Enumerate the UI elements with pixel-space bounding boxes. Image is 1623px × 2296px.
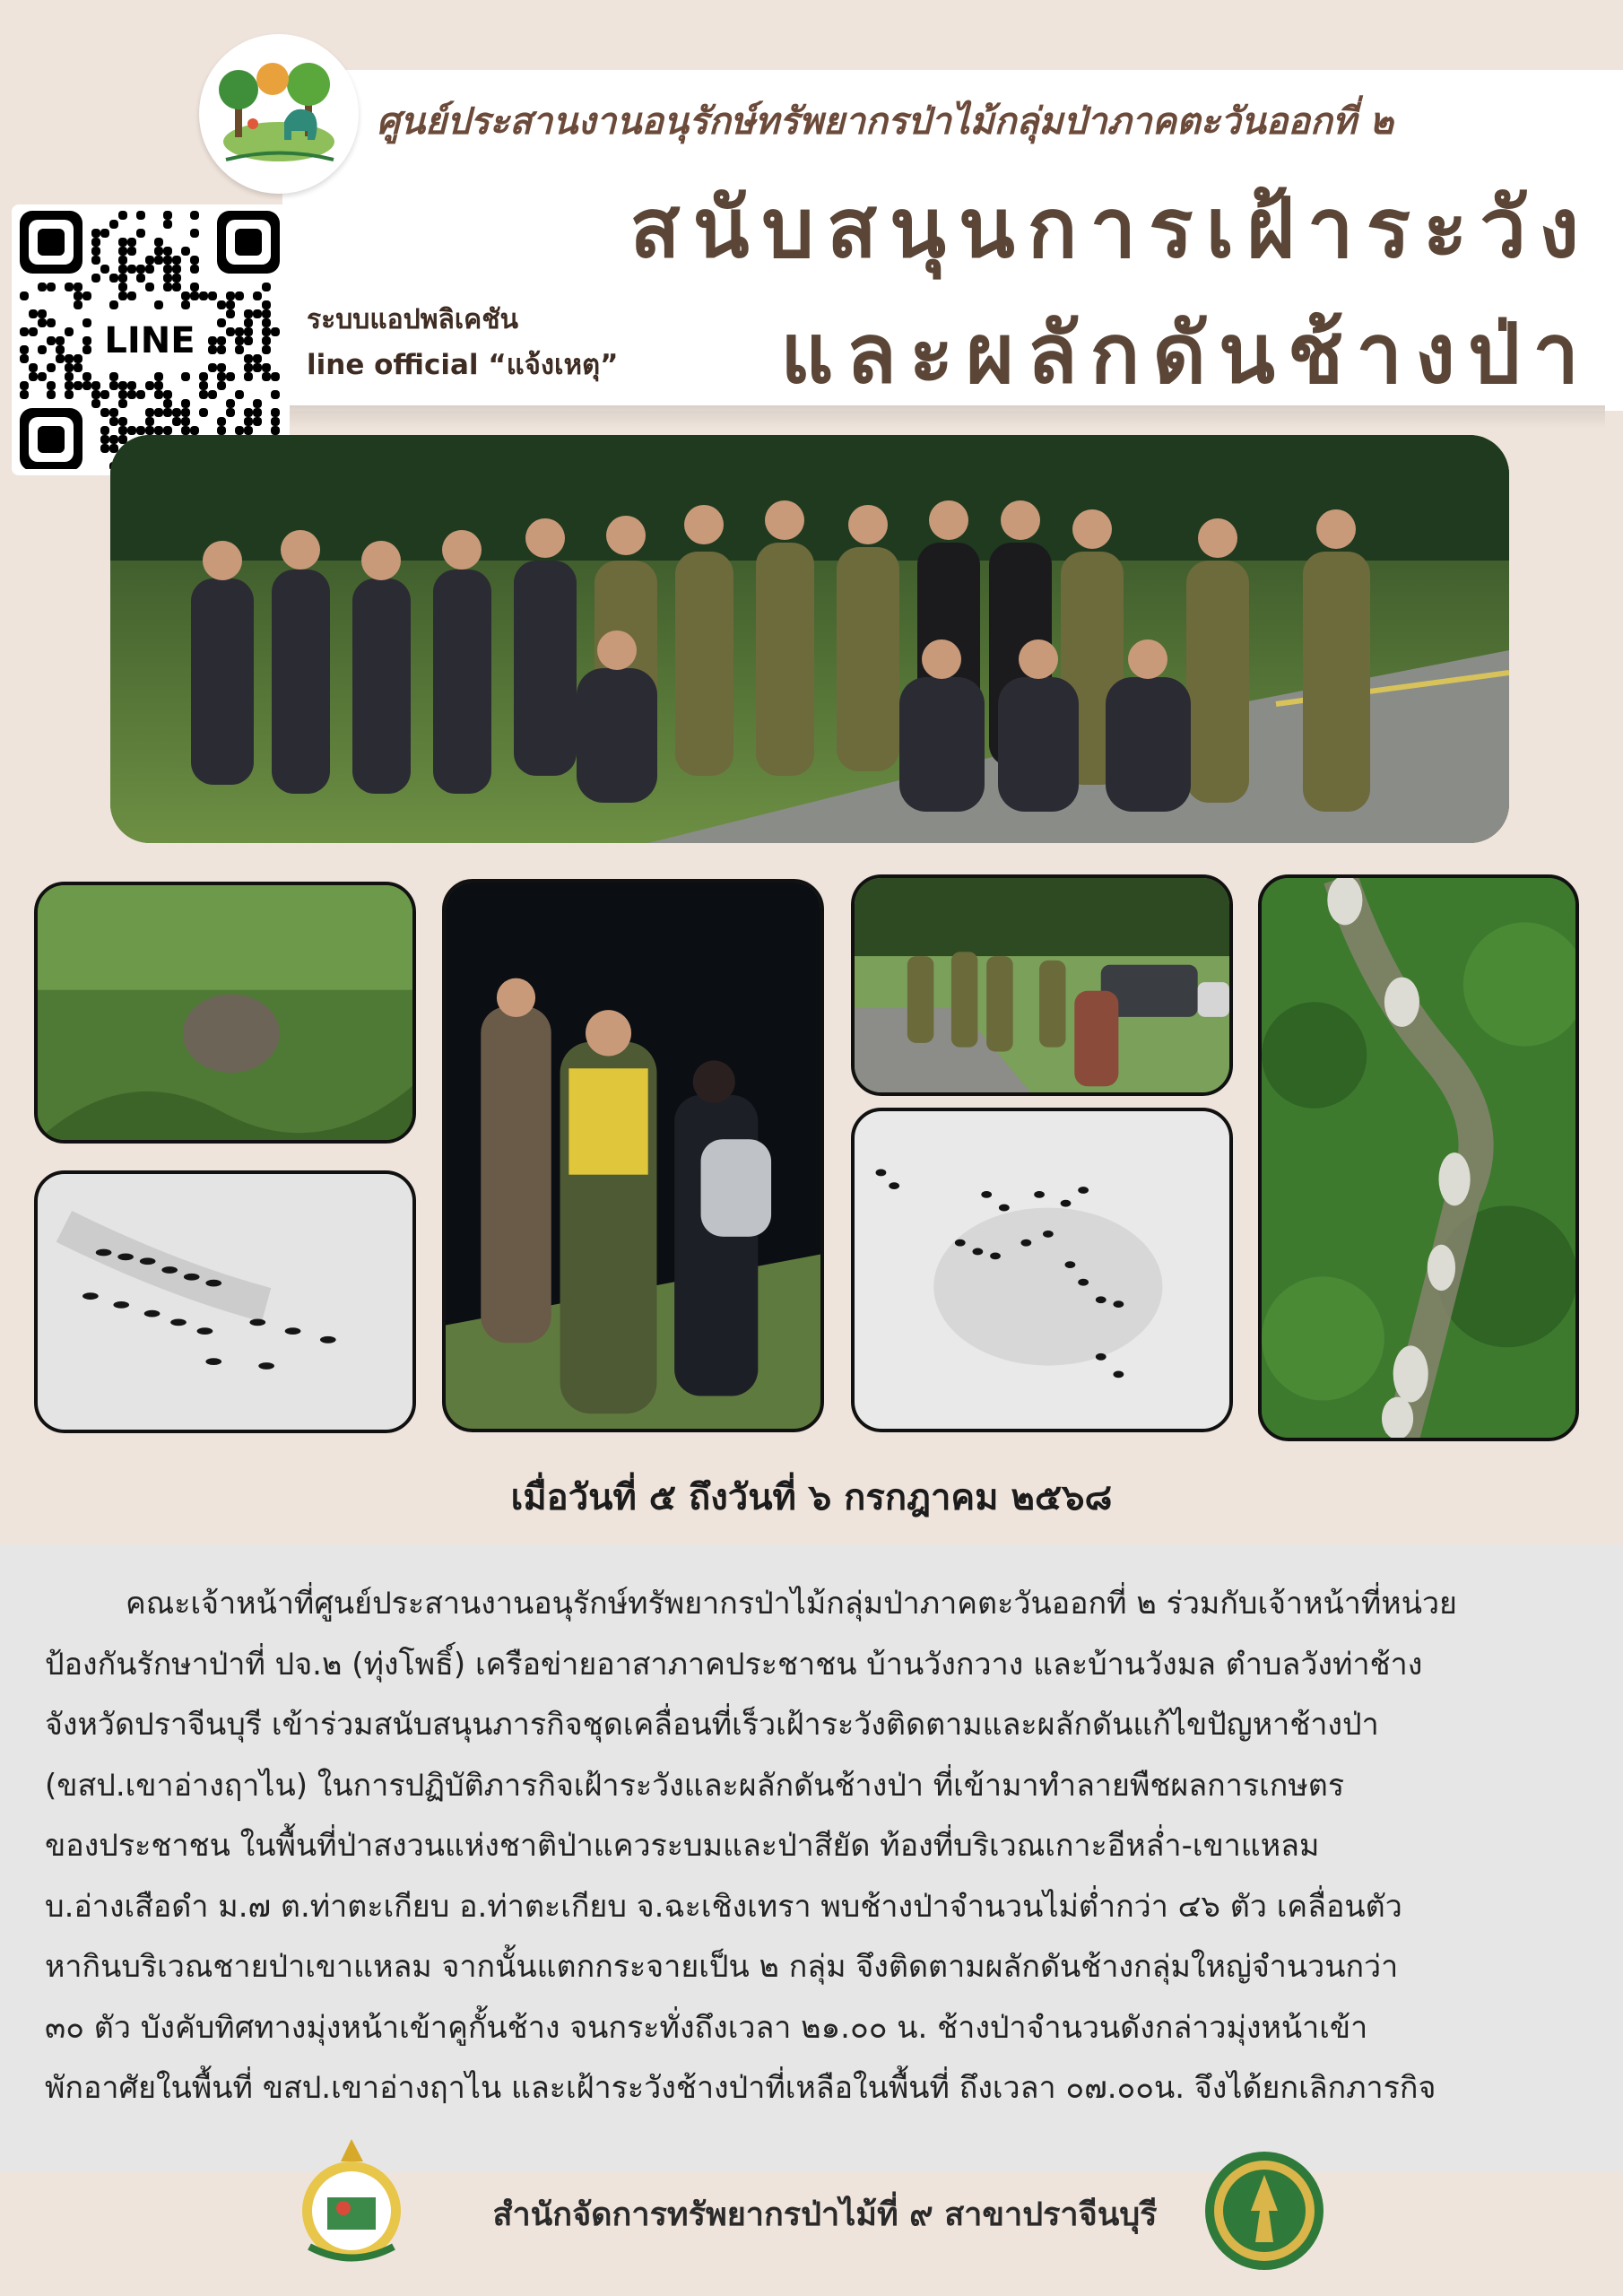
line-qr-code-icon[interactable] (20, 211, 280, 469)
app-label (307, 298, 629, 396)
body-line: ของประชาชน ในพื้นที่ป่าสงวนแห่งชาติป่าแควระบมและป่าสียัด ท้องที่บริเวณเกาะอีหล่ำ-เขาแหลม (45, 1828, 1320, 1864)
qr-line-label: LINE (104, 320, 195, 361)
team-vehicles-photo (851, 874, 1233, 1096)
thermal-drone-photo-2 (851, 1108, 1233, 1432)
body-line: จังหวัดปราจีนบุรี เข้าร่วมสนับสนุนภารกิจชุดเคลื่อนที่เร็วเฝ้าระวังติดตามและผลักดันแก้ไขปัญหาช้างป่า (45, 1707, 1379, 1743)
event-date: เมื่อวันที่ ๕ ถึงวันที่ ๖ กรกฎาคม ๒๕๖๘ (510, 1477, 1113, 1518)
center-logo-icon (199, 34, 359, 194)
body-paragraph (45, 1574, 1601, 2148)
body-line: คณะเจ้าหน้าที่ศูนย์ประสานงานอนุรักษ์ทรัพยากรป่าไม้กลุ่มป่าภาคตะวันออกที่ ๒ ร่วมกับเจ้าหน้าที่หน่วย (126, 1586, 1457, 1622)
team-group-photo (110, 435, 1509, 843)
header-shadow (224, 405, 1605, 429)
body-line: หากินบริเวณชายป่าเขาแหลม จากนั้นแตกกระจายเป็น ๒ กลุ่ม จึงติดตามผลักดันช้างกลุ่มใหญ่จำนวนกว่า (45, 1949, 1399, 1985)
app-label-line-1: ระบบแอปพลิเคชัน (307, 304, 519, 335)
thermal-drone-photo-1 (34, 1170, 416, 1433)
body-line: บ.อ่างเสือดำ ม.๗ ต.ท่าตะเกียบ อ.ท่าตะเกียบ จ.ฉะเชิงเทรา พบช้างป่าจำนวนไม่ต่ำกว่า ๔๖ ตัว เคลื่อนตัว (45, 1888, 1402, 1925)
body-line: (ขสป.เขาอ่างฤาไน) ในการปฏิบัติภารกิจเฝ้าระวังและผลักดันช้างป่า ที่เข้ามาทำลายพืชผลการเกษตร (45, 1767, 1345, 1804)
elephant-in-forest-photo (34, 882, 416, 1144)
body-line: ๓๐ ตัว บังคับทิศทางมุ่งหน้าเข้าคูกั้นช้าง จนกระทั่งถึงเวลา ๒๑.๐๐ น. ช้างป่าจำนวนดังกล่าวมุ่งหน้าเข้า (45, 2009, 1368, 2046)
body-line: พักอาศัยในพื้นที่ ขสป.เขาอ่างฤาไน และเฝ้าระวังช้างป่าที่เหลือในพื้นที่ ถึงเวลา ๐๗.๐๐น. จึงได้ยกเลิกภารกิจ (45, 2070, 1436, 2106)
footer-office-name: สำนักจัดการทรัพยากรป่าไม้ที่ ๙ สาขาปราจีนบุรี (492, 2196, 1158, 2233)
body-line: ป้องกันรักษาป่าที่ ปจ.๒ (ทุ่งโพธิ์) เครือข่ายอาสาภาคประชาชน บ้านวังกวาง และบ้านวังมล ตำบลวังท่าช้าง (45, 1646, 1423, 1683)
org-name: ศูนย์ประสานงานอนุรักษ์ทรัพยากรป่าไม้กลุ่มป่าภาคตะวันออกที่ ๒ (377, 100, 1394, 143)
headline-line-1: สนับสนุนการเฝ้าระวัง (629, 180, 1592, 276)
app-label-line-2: line official “แจ้งเหตุ” (307, 349, 619, 381)
aerial-elephant-trail-photo (1258, 874, 1579, 1441)
headline-line-2: และผลักดันช้างป่า (780, 306, 1592, 402)
forest-department-seal-icon (1202, 2148, 1327, 2274)
night-patrol-photo (442, 879, 824, 1432)
